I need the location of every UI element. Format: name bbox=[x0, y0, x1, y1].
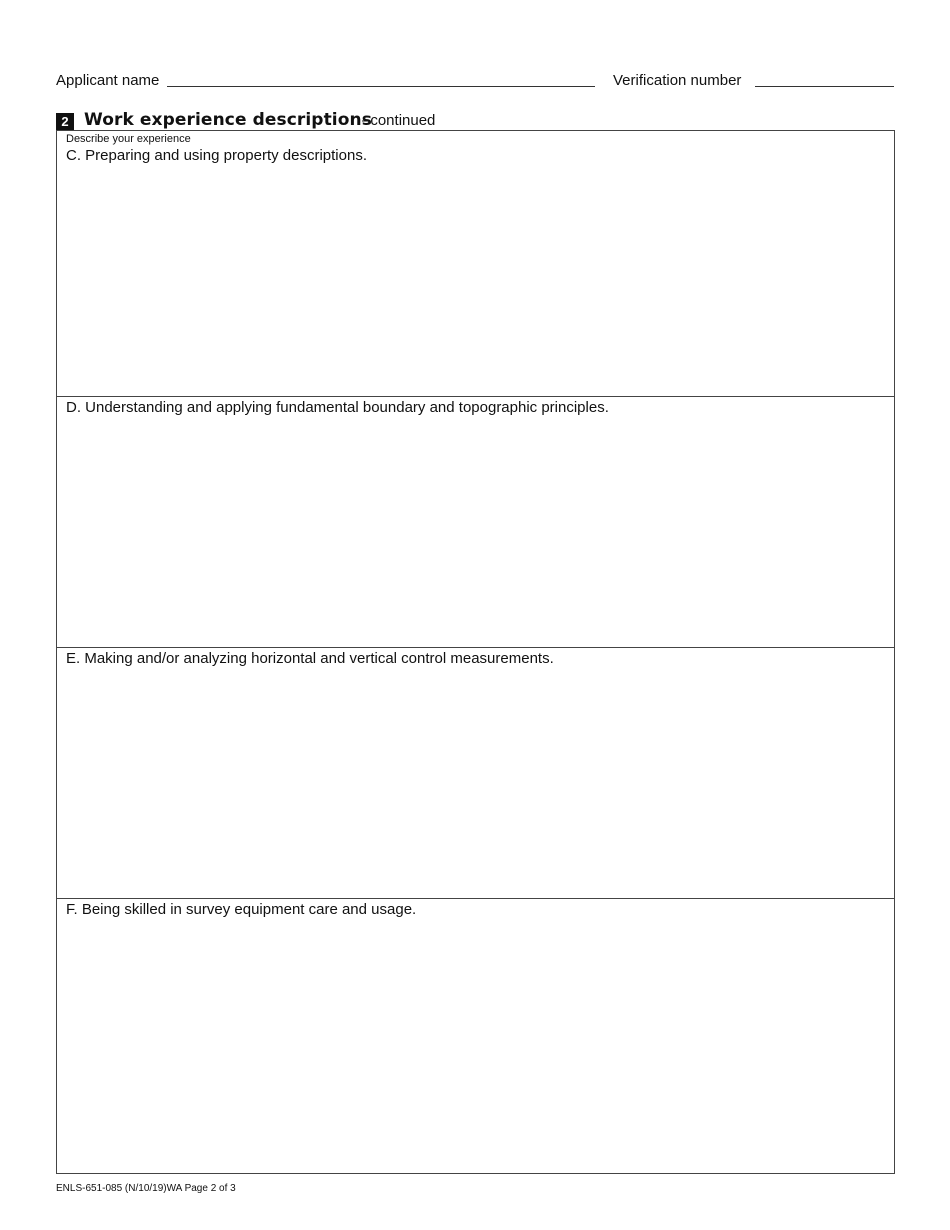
header-fields bbox=[56, 70, 894, 92]
section-title: Work experience descriptions bbox=[84, 110, 372, 130]
section-continued-label: –continued bbox=[362, 112, 436, 129]
verification-number-label: Verification number bbox=[613, 72, 742, 89]
applicant-name-label: Applicant name bbox=[56, 72, 160, 89]
experience-field-e[interactable] bbox=[57, 648, 894, 899]
experience-form-box bbox=[56, 130, 895, 1174]
prompt-e: E. Making and/or analyzing horizontal and vertical control measurements. bbox=[66, 650, 554, 667]
prompt-f: F. Being skilled in survey equipment care and usage. bbox=[66, 901, 417, 918]
section-number-badge: 2 bbox=[56, 113, 74, 130]
experience-field-c[interactable] bbox=[57, 131, 894, 397]
prompt-d: D. Understanding and applying fundamental boundary and topographic principles. bbox=[66, 399, 609, 416]
verification-number-field[interactable] bbox=[755, 86, 894, 87]
describe-experience-label: Describe your experience bbox=[66, 133, 191, 145]
form-footer: ENLS-651-085 (N/10/19)WA Page 2 of 3 bbox=[56, 1183, 236, 1194]
applicant-name-field[interactable] bbox=[167, 86, 595, 87]
prompt-c: C. Preparing and using property descriptions. bbox=[66, 147, 367, 164]
experience-field-d[interactable] bbox=[57, 397, 894, 648]
experience-field-f[interactable] bbox=[57, 899, 894, 1173]
